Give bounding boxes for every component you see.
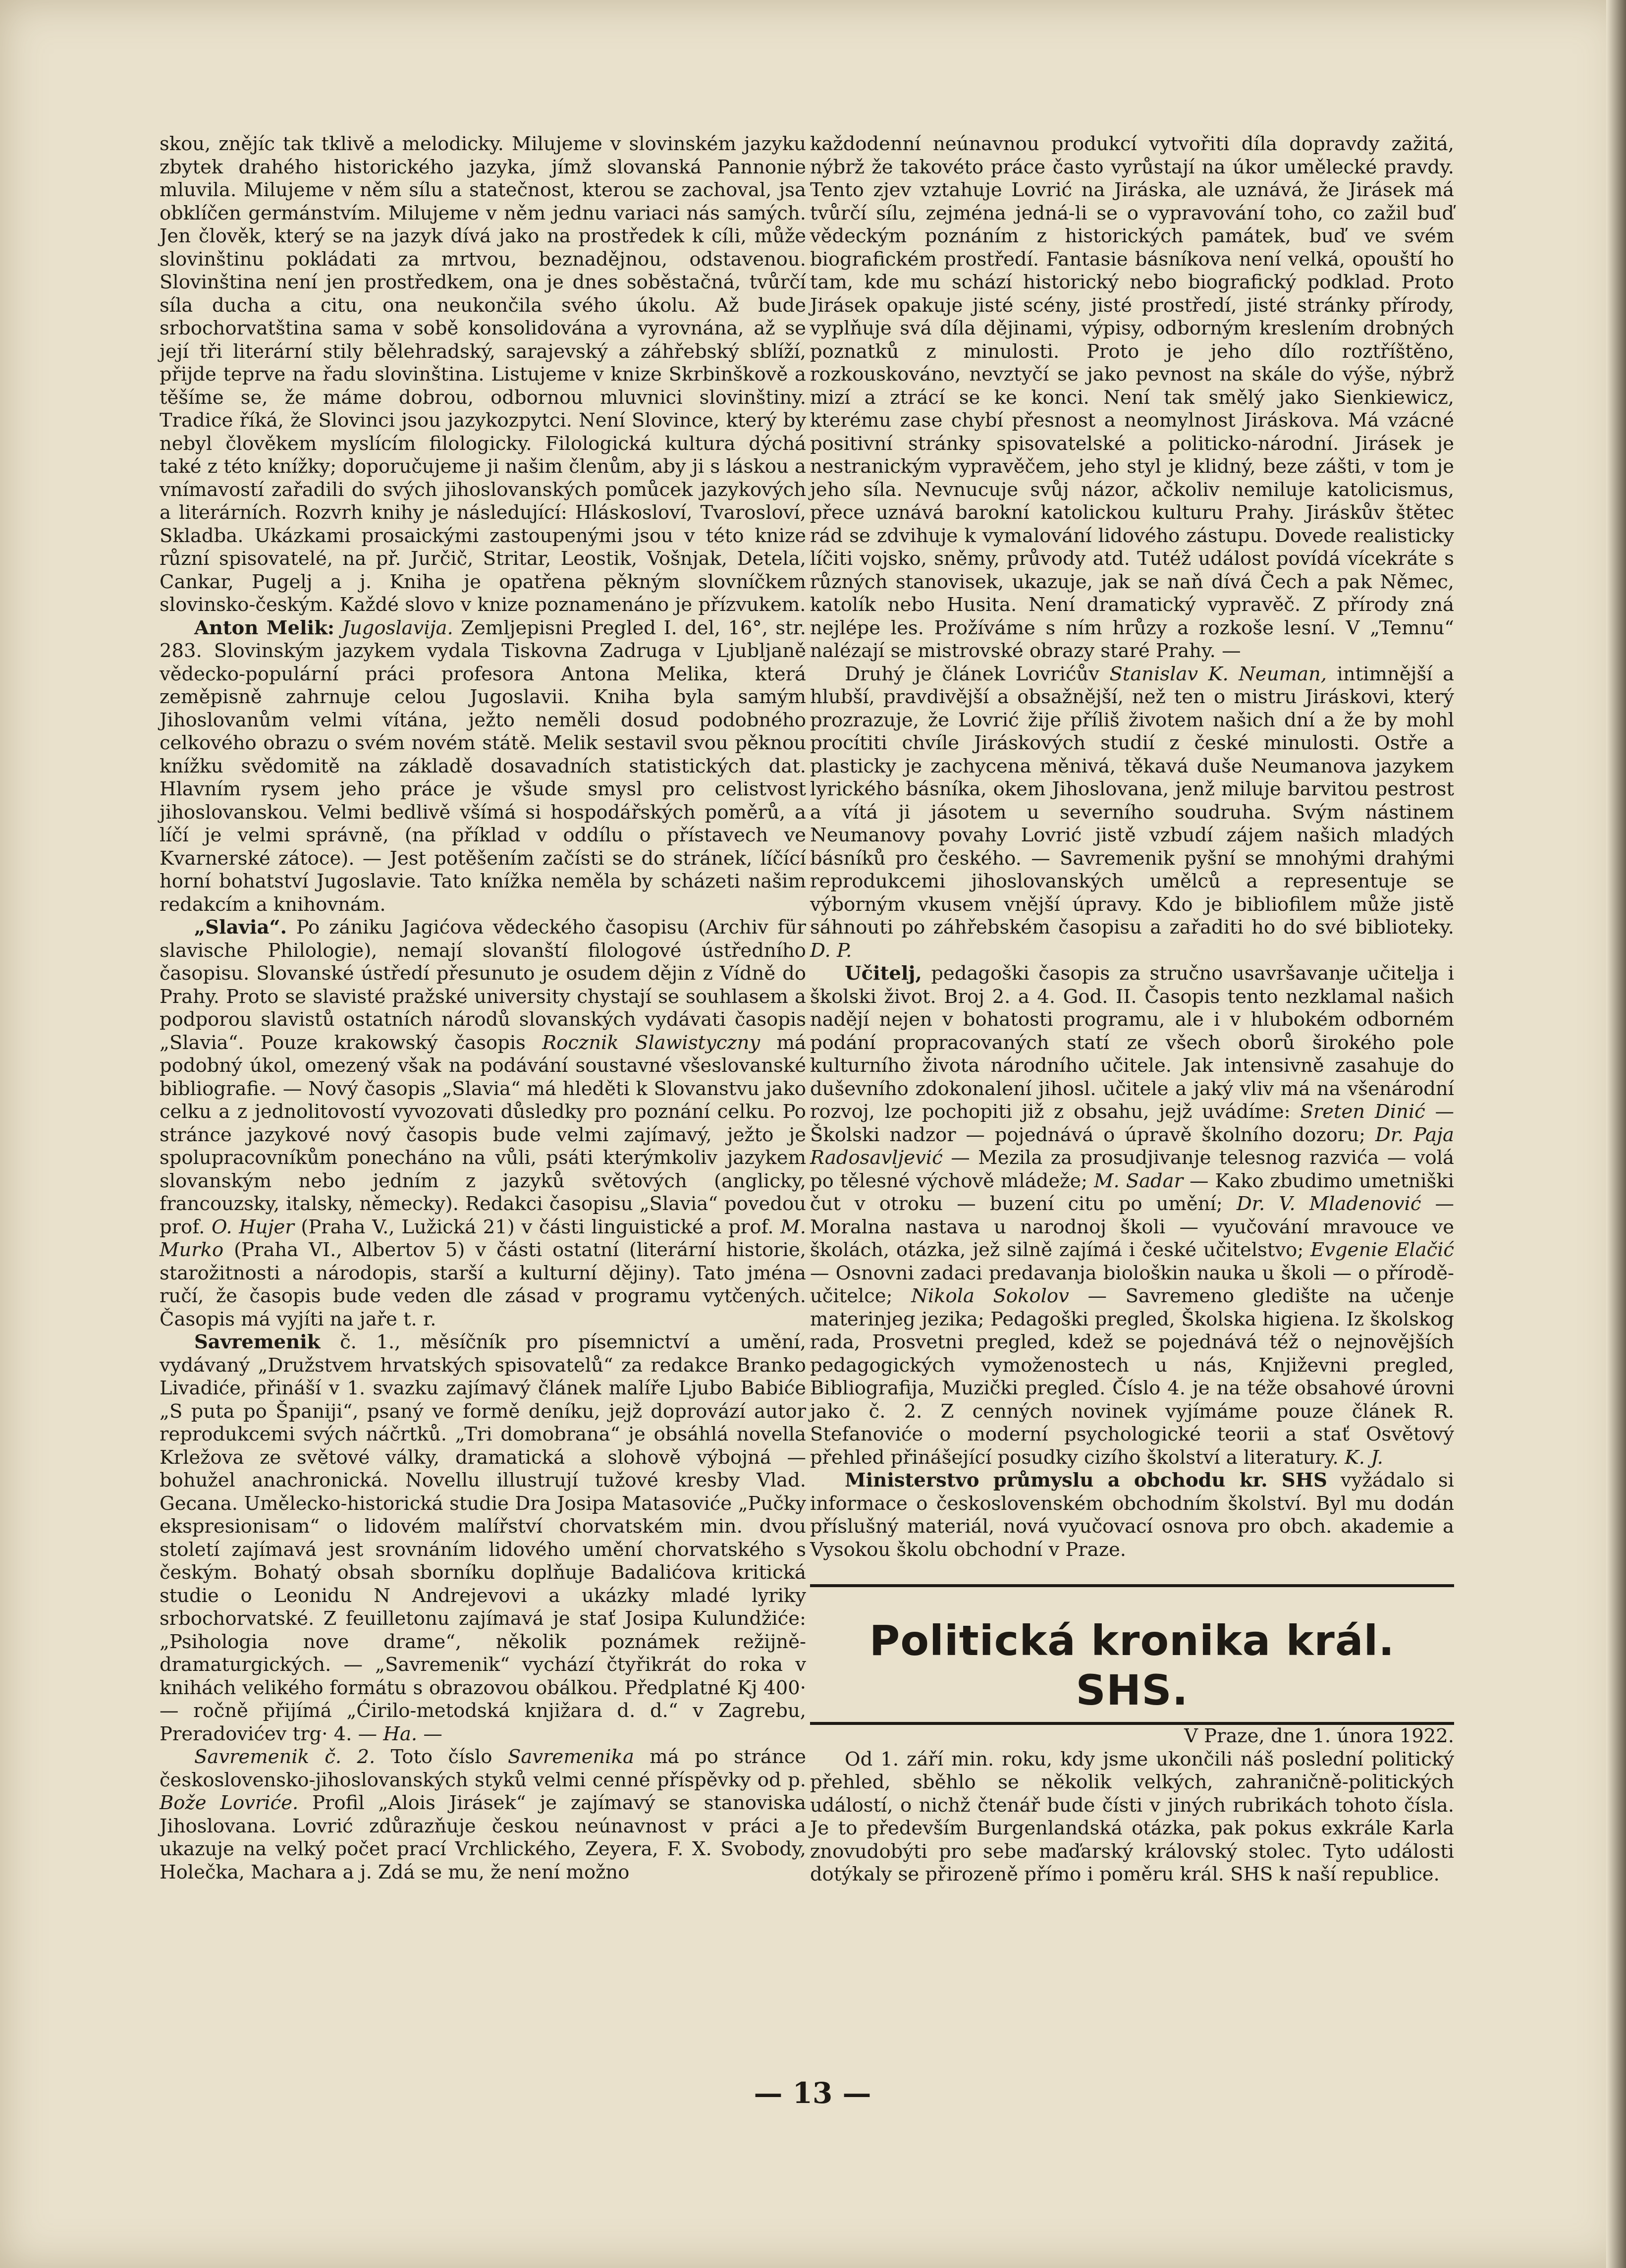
page-number: — 13 — (754, 2076, 871, 2110)
journal-name: „Slavia“. (194, 916, 287, 939)
paragraph-political-chronicle: Od 1. září min. roku, kdy jsme ukončili náš poslední politický přehled, sběhlo se několik velkých, zahraničně-politických událostí, o nichž čtenář bude čísti v jiných rubrikách tohoto čísla. Je to především Burgenlandská otázka, pak pokus exkrále Karla znovudobýti pro sebe maďarský královský stolec. Tyto události dotýkaly se přirozeně přímo i poměru král. SHS k naší republice. (810, 1748, 1454, 1885)
book-title: Jugoslavija. (342, 616, 453, 639)
signature: Ha. (383, 1722, 418, 1745)
contributor-name: Dr. V. Mladenović (1236, 1193, 1421, 1215)
journal-title: Rocznik Slawistyczny (542, 1031, 760, 1054)
author-name: Bože Lovriće. (160, 1792, 299, 1814)
signature: D. P. (810, 939, 852, 962)
contributor-name: Evgenie Elačić (1310, 1239, 1454, 1261)
paragraph-ucitelj-journal: Učitelj, pedagoški časopis za stručno usavršavanje učitelja i školski život. Broj 2. a 4. God. II. Časopis tento nezklamal našich nadějí nejen v bohatosti programu, ale i v hlubokém odborném podání propracovaných statí ze všech oborů širokého pole kulturního života národního učitele. Jak intensivně zasahuje do duševního zdokonalení jihosl. učitele a jaký vliv má na všenárodní rozvoj, lze pochopiti již z obsahu, jejž uvádíme: Sreten Dinić — Školski nadzor — pojednává o úpravě školního dozoru; Dr. Paja Radosavljević — Mezila za prosudjivanje telesnog razvića — volá po tělesné výchově mládeže; M. Sadar — Kako zbudimo umetniški čut v otroku — buzení citu po umění; Dr. V. Mladenović — Moralna nastava u narodnoj školi — vyučování mravouce ve školách, otázka, jež silně zajímá i české učitelstvo; Evgenie Elačić — Osnovni zadaci predavanja biološkin nauka u školi — o přírodě-učitelce; Nikola Sokolov — Savremeno gledište na učenje materinjeg jezika; Pedagoški pregled, Školska higiena. Iz školskog rada, Prosvetni pregled, kdež se pojednává též o nejnovějších pedagogických vymoženostech u nás, Književni pregled, Bibliografija, Muzički pregled. Číslo 4. je na téže obsahové úrovni jako č. 2. Z cenných novinek vyjímáme pouze článek R. Stefanoviće o moderní psychologické teorii a stať Osvětový přehled přinášející posudky cizího školství a literatury. K. J. (810, 962, 1455, 1469)
paragraph-savremenik-1: Savremenik č. 1., měsíčník pro písemnictví a umění, vydávaný „Družstvem hrvatských spisovatelů“ za redakce Branko Livadiće, přináší v 1. svazku zajímavý článek malíře Ljubo Babiće „S puta po Španiji“, psaný ve formě deníku, jejž doprovází autor reprodukcemi svých náčrtků. „Tri domobrana“ je obsáhlá novella Krležova ze světové války, dramatická a slohově výbojná — bohužel anachronická. Novellu illustrují tužové kresby Vlad. Gecana. Umělecko-historická studie Dra Josipa Matasoviće „Pučky ekspresionisam“ o lidovém malířství chorvatském min. dvou století zajímavá jest srovnáním lidového umění chorvatského s českým. Bohatý obsah sborníku doplňuje Badalićova kritická studie o Leonidu N Andrejevovi a ukázky mladé lyriky srbochorvatské. Z feuilletonu zajímavá je stať Josipa Kulundžiće: „Psihologia nove drame“, několik poznámek režijně-dramaturgických. — „Savremenik“ vychází čtyřikrát do roka v knihách velikého formátu s obrazovou obálkou. Předplatné Kj 400·— ročně přijímá „Ćirilo-metodská knjižara d. d.“ v Zagrebu, Preradovićev trg· 4. — Ha. — (160, 1331, 806, 1745)
section-heading: Politická kronika král. SHS. (810, 1611, 1454, 1725)
page-right-edge (1606, 0, 1626, 2268)
editor-name: O. Hujer (212, 1216, 294, 1238)
dateline: V Praze, dne 1. února 1922. (1184, 1725, 1454, 1747)
section-divider (810, 1584, 1454, 1587)
journal-name: Savremenik č. 2. (194, 1746, 376, 1768)
signature: K. J. (1345, 1446, 1383, 1469)
journal-title: Savremenika (507, 1746, 634, 1768)
paragraph-neuman-article: Druhý je článek Lovrićův Stanislav K. Neuman, intimnější a hlubší, pravdivější a obsažnější, než ten o mistru Jiráskovi, který prozrazuje, že Lovrić žije příliš životem našich dní a že by mohl procítiti chvíle Jiráskových studií z české minulosti. Ostře a plasticky je zachycena měnivá, těkavá duše Neumanova jazykem lyrického básníka, okem Jihoslovana, jenž miluje barvitou pestrost a vítá ji jásotem u severního soudruha. Svým nástinem Neumanovy povahy Lovrić jistě vzbudí zájem našich mladých básníků pro českého. — Savremenik pyšní se mnohými drahými reprodukcemi jihoslovanských umělců a representuje se výborným vkusem vnější úpravy. Kdo je bibliofilem může jistě sáhnouti po záhřebském časopisu a zařaditi ho do své biblioteky. D. P. (810, 663, 1454, 962)
editor-name: M. Murko (160, 1216, 806, 1261)
paragraph-slavia-journal: „Slavia“. Po zániku Jagićova vědeckého časopisu (Archiv für slavische Philologie), nemají slovanští filologové ústředního časopisu. Slovanské ústředí přesunuto je osudem dějin z Vídně do Prahy. Proto se slavisté pražské university chystají se souhlasem a podporou slavistů ostatních národů slovanských vydávati časopis „Slavia“. Pouze krakowský časopis Rocznik Slawistyczny má podobný úkol, omezený však na podávání soustavné všeslovanské bibliografie. — Nový časopis „Slavia“ má hleděti k Slovanstvu jako celku a z jednolitovostí vyvozovati důsledky pro poznání celku. Po stránce jazykové nový časopis bude velmi zajímavý, ježto je spolupracovníkům ponecháno na vůli, psáti kterýmkoliv jazykem slovanským nebo jedním z jazyků světových (anglicky, francouzsky, italsky, německy). Redakci časopisu „Slavia“ povedou prof. O. Hujer (Praha V., Lužická 21) v části linguistické a prof. M. Murko (Praha VI., Albertov 5) v části ostatní (literární historie, starožitnosti a národopis, starší a kulturní dějiny). Tato jména ručí, že časopis bude veden dle zásad v programu vytčených. Časopis má vyjíti na jaře t. r. (160, 916, 806, 1330)
institution-name: Ministerstvo průmyslu a obchodu kr. SHS (845, 1469, 1327, 1492)
contributor-name: M. Sadar (1094, 1169, 1184, 1192)
contributor-name: Sreten Dinić (1300, 1101, 1425, 1123)
contributor-name: Nikola Sokolov (911, 1285, 1069, 1307)
right-column (810, 133, 1454, 1886)
journal-name: Učitelj, (845, 962, 922, 985)
paragraph-ministry-notice: Ministerstvo průmyslu a obchodu kr. SHS vyžádalo si informace o československém obchodním školství. Byl mu dodán příslušný materiál, nová vyučovací osnova pro obch. akademie a Vysokou školu obchodní v Praze. (810, 1469, 1454, 1561)
author-name: Anton Melik: (194, 616, 335, 639)
left-column (160, 133, 806, 1884)
paragraph-slovene-grammar: skou, znějíc tak tklivě a melodicky. Milujeme v slovinském jazyku zbytek drahého historického jazyka, jímž slovanská Pannonie mluvila. Milujeme v něm sílu a statečnost, kterou se zachoval, jsa obklíčen germánstvím. Milujeme v něm jednu variaci nás samých. Jen člověk, který se na jazyk dívá jako na prostředek k cíli, může slovinštinu pokládati za mrtvou, beznadějnou, odstavenou. Slovinština není jen prostředkem, ona je dnes soběstačná, tvůrčí síla ducha a citu, ona neukončila svého úkolu. Až bude srbochorvatština sama v sobě konsolidována a vyrovnána, až se její tři literární stily bělehradský, sarajevský a záhřebský sblíží, přijde teprve na řadu slovinština. Listujeme v knize Skrbinškově a těšíme se, že máme dobrou, odbornou mluvnici slovinštiny. Tradice říká, že Slovinci jsou jazykozpytci. Není Slovince, který by nebyl člověkem myslícím filologicky. Filologická kultura dýchá také z této knížky; doporučujeme ji našim členům, aby ji s láskou a vnímavostí zařadili do svých jihoslovanských pomůcek jazykových a literárních. Rozvrh knihy je následující: Hláskosloví, Tvarosloví, Skladba. Ukázkami prosaickými zastoupenými jsou v této knize různí spisovatelé, na př. Jurčič, Stritar, Leostik, Vošnjak, Detela, Cankar, Pugelj a j. Kniha je opatřena pěkným slovníčkem slovinsko-českým. Každé slovo v knize poznamenáno je přízvukem. (160, 133, 806, 616)
journal-name: Savremenik (194, 1331, 321, 1353)
paragraph-melik-review: Anton Melik: Jugoslavija. Zemljepisni Pregled I. del, 16°, str. 283. Slovinským jazykem vydala Tiskovna Zadruga v Ljubljaně vědecko-populární práci profesora Antona Melika, která zeměpisně zahrnuje celou Jugoslavii. Kniha byla samým Jihoslovanům velmi vítána, ježto neměli dosud podobného celkového obrazu o svém novém státě. Melik sestavil svou pěknou knížku svědomitě na základě dosavadních statistických dat. Hlavním rysem jeho práce je všude smysl pro celistvost jihoslovanskou. Velmi bedlivě všímá si hospodářských poměrů, a líčí je velmi správně, (na příklad v oddílu o přístavech ve Kvarnerské zátoce). — Jest potěšením začísti se do stránek, líčící horní bohatství Jugoslavie. Tato knížka neměla by scházeti našim redakcím a knihovnám. (160, 616, 806, 916)
paragraph-jirasek-critique: každodenní neúnavnou produkcí vytvořiti díla dopravdy zažitá, nýbrž že takovéto práce často vyrůstají na úkor umělecké pravdy. Tento zjev vztahuje Lovrić na Jiráska, ale uznává, že Jirásek má tvůrčí sílu, zejména jedná-li se o vypravování toho, co zažil buď vědeckým poznáním z historických památek, buď ve svém biografickém prostředí. Fantasie básníkova není velká, opouští ho tam, kde mu schází historický nebo biografický podklad. Proto Jirásek opakuje jisté scény, jisté prostředí, jisté stránky přírody, vyplňuje svá díla dějinami, výpisy, odborným kreslením drobných poznatků z minulosti. Proto je jeho dílo roztříštěno, rozkouskováno, nevztyčí se jako pevnost na skále do výše, nýbrž mizí a ztrácí se ke konci. Není tak smělý jako Sienkiewicz, kterému zase chybí přesnost a neomylnost Jiráskova. Má vzácné positivní stránky spisovatelské a politicko-národní. Jirásek je nestranickým vypravěčem, jeho styl je klidný, beze zášti, v tom je jeho síla. Nevnucuje svůj názor, ačkoliv nemiluje katolicismus, přece uznává barokní katolickou kulturu Prahy. Jiráskův štětec rád se zdvihuje k vymalování lidového zástupu. Dovede realisticky líčiti vojsko, sněmy, průvody atd. Tutéž událost povídá vícekráte s různých stanovisek, ukazuje, jak se naň dívá Čech a pak Němec, katolík nebo Husita. Není dramatický vypravěč. Z přírody zná nejlépe les. Prožíváme s ním hrůzy a rozkoše lesní. V „Temnu“ nalézají se mistrovské obrazy staré Prahy. — (810, 133, 1454, 662)
article-title: Stanislav K. Neuman, (1109, 663, 1327, 685)
paragraph-savremenik-2: Savremenik č. 2. Toto číslo Savremenika má po stránce československo-jihoslovanských styků velmi cenné příspěvky od p. Bože Lovriće. Profil „Alois Jirásek“ je zajímavý se stanoviska Jihoslovana. Lovrić zdůrazňuje českou neúnavnost v práci a ukazuje na velký počet prací Vrchlického, Zeyera, F. X. Svobody, Holečka, Machara a j. Zdá se mu, že není možno (160, 1746, 806, 1883)
contributor-name: Dr. Paja Radosavljević (810, 1123, 1454, 1169)
